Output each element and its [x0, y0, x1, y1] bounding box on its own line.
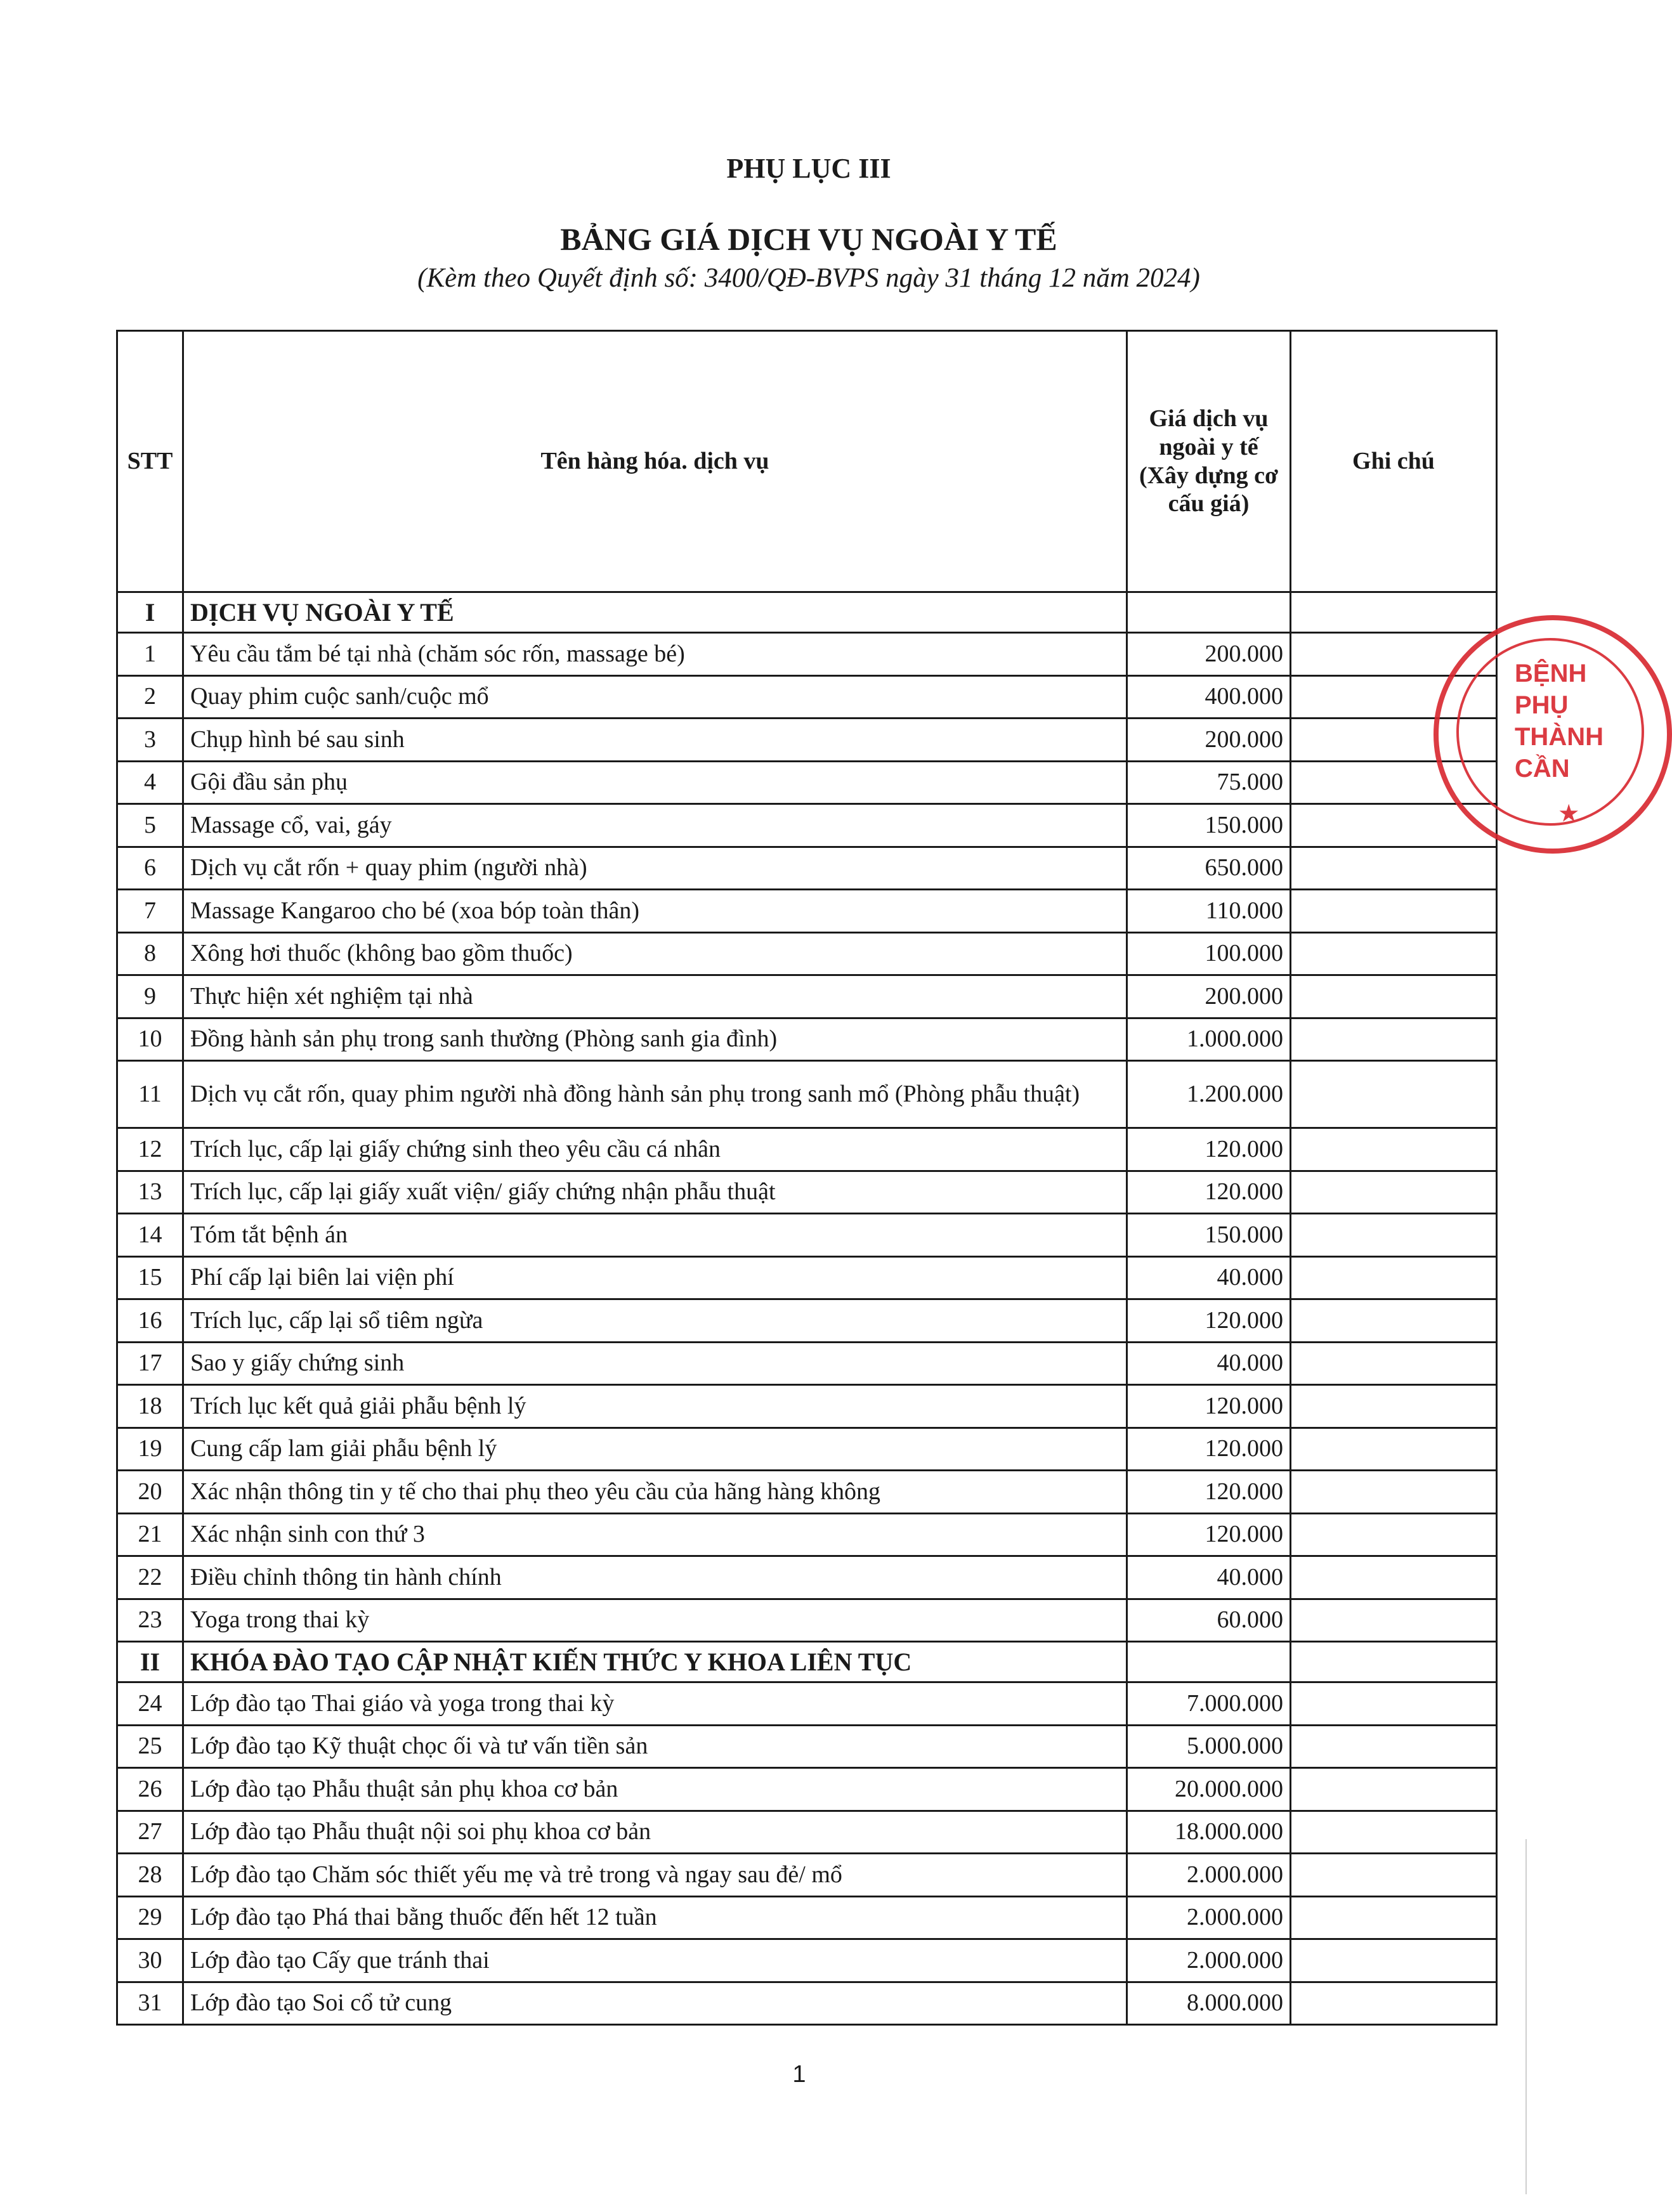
stamp-star-icon: ★ [1559, 802, 1579, 826]
note-cell [1291, 1128, 1497, 1171]
table-row [117, 1854, 1497, 1897]
table-row [117, 1939, 1497, 1982]
price-cell: 40.000 [1127, 1342, 1291, 1385]
service-name-cell: Xác nhận sinh con thứ 3 [183, 1513, 1127, 1556]
service-name-cell: Trích lục, cấp lại giấy xuất viện/ giấy chứng nhận phẫu thuật [183, 1171, 1127, 1214]
service-name-cell: Tóm tắt bệnh án [183, 1214, 1127, 1257]
service-name-cell: Massage Kangaroo cho bé (xoa bóp toàn thân) [183, 890, 1127, 933]
price-cell: 40.000 [1127, 1256, 1291, 1299]
table-row [117, 1471, 1497, 1514]
stt-cell: 28 [117, 1854, 183, 1897]
table-header [117, 331, 1497, 592]
stt-cell: 30 [117, 1939, 183, 1982]
note-cell [1291, 1854, 1497, 1897]
service-name-cell: Xông hơi thuốc (không bao gồm thuốc) [183, 932, 1127, 975]
stt-cell: 31 [117, 1982, 183, 2025]
stt-cell: 23 [117, 1599, 183, 1642]
price-cell: 120.000 [1127, 1513, 1291, 1556]
table-row [117, 1896, 1497, 1939]
price-cell: 8.000.000 [1127, 1982, 1291, 2025]
note-cell [1291, 932, 1497, 975]
price-cell: 18.000.000 [1127, 1811, 1291, 1854]
note-cell [1291, 1811, 1497, 1854]
stt-cell: 29 [117, 1896, 183, 1939]
price-cell: 200.000 [1127, 975, 1291, 1018]
table-row [117, 761, 1497, 804]
table-row [117, 1385, 1497, 1428]
note-cell [1291, 1599, 1497, 1642]
section-row [117, 1642, 1497, 1682]
stt-cell: 16 [117, 1299, 183, 1343]
stamp-text: CẦN [1515, 755, 1570, 783]
section-title: KHÓA ĐÀO TẠO CẬP NHẬT KIẾN THỨC Y KHOA LIÊN TỤC [183, 1642, 1127, 1682]
note-cell [1291, 592, 1497, 633]
stt-cell: 25 [117, 1725, 183, 1768]
service-name-cell: Lớp đào tạo Soi cổ tử cung [183, 1982, 1127, 2025]
note-cell [1291, 1214, 1497, 1257]
stt-cell: 27 [117, 1811, 183, 1854]
service-name-cell: Điều chỉnh thông tin hành chính [183, 1556, 1127, 1599]
stt-cell: 8 [117, 932, 183, 975]
header-stt: STT [117, 331, 183, 592]
price-cell: 100.000 [1127, 932, 1291, 975]
service-name-cell: Sao y giấy chứng sinh [183, 1342, 1127, 1385]
price-cell: 2.000.000 [1127, 1896, 1291, 1939]
price-cell: 120.000 [1127, 1128, 1291, 1171]
table-row [117, 1171, 1497, 1214]
table-row [117, 1342, 1497, 1385]
table-row [117, 633, 1497, 676]
table-row [117, 1513, 1497, 1556]
price-cell: 200.000 [1127, 633, 1291, 676]
table-row [117, 1128, 1497, 1171]
page-number: 1 [792, 2061, 806, 2088]
price-cell: 7.000.000 [1127, 1682, 1291, 1726]
header-note: Ghi chú [1291, 331, 1497, 592]
price-cell: 5.000.000 [1127, 1725, 1291, 1768]
note-cell [1291, 1018, 1497, 1061]
table-row [117, 1428, 1497, 1471]
stamp-text: THÀNH [1515, 723, 1603, 751]
stt-cell: 17 [117, 1342, 183, 1385]
official-stamp [1434, 615, 1672, 854]
stt-cell: 14 [117, 1214, 183, 1257]
note-cell [1291, 1471, 1497, 1514]
service-name-cell: Massage cổ, vai, gáy [183, 804, 1127, 847]
price-cell: 2.000.000 [1127, 1854, 1291, 1897]
service-name-cell: Thực hiện xét nghiệm tại nhà [183, 975, 1127, 1018]
service-name-cell: Lớp đào tạo Chăm sóc thiết yếu mẹ và trẻ trong và ngay sau đẻ/ mổ [183, 1854, 1127, 1897]
note-cell [1291, 1642, 1497, 1682]
note-cell [1291, 1513, 1497, 1556]
price-cell: 2.000.000 [1127, 1939, 1291, 1982]
price-cell: 150.000 [1127, 804, 1291, 847]
stamp-text: PHỤ [1515, 691, 1569, 719]
price-cell: 120.000 [1127, 1428, 1291, 1471]
table-row [117, 804, 1497, 847]
service-name-cell: Quay phim cuộc sanh/cuộc mổ [183, 675, 1127, 719]
service-name-cell: Dịch vụ cắt rốn + quay phim (người nhà) [183, 847, 1127, 890]
stt-cell: 9 [117, 975, 183, 1018]
table-row [117, 975, 1497, 1018]
note-cell [1291, 1682, 1497, 1726]
section-title: DỊCH VỤ NGOÀI Y TẾ [183, 592, 1127, 633]
note-cell [1291, 975, 1497, 1018]
price-cell: 1.000.000 [1127, 1018, 1291, 1061]
stt-cell: 4 [117, 761, 183, 804]
stt-cell: 24 [117, 1682, 183, 1726]
service-name-cell: Yêu cầu tắm bé tại nhà (chăm sóc rốn, massage bé) [183, 633, 1127, 676]
stt-cell: 5 [117, 804, 183, 847]
note-cell [1291, 847, 1497, 890]
price-cell: 60.000 [1127, 1599, 1291, 1642]
table-body [117, 592, 1497, 2025]
note-cell [1291, 1896, 1497, 1939]
note-cell [1291, 890, 1497, 933]
table-row [117, 1256, 1497, 1299]
note-cell [1291, 1982, 1497, 2025]
stt-cell: 19 [117, 1428, 183, 1471]
service-name-cell: Lớp đào tạo Kỹ thuật chọc ối và tư vấn tiền sản [183, 1725, 1127, 1768]
note-cell [1291, 1299, 1497, 1343]
document-subtitle: (Kèm theo Quyết định số: 3400/QĐ-BVPS ngày 31 tháng 12 năm 2024) [417, 263, 1200, 293]
price-cell: 40.000 [1127, 1556, 1291, 1599]
service-name-cell: Lớp đào tạo Phẫu thuật nội soi phụ khoa cơ bản [183, 1811, 1127, 1854]
price-cell: 200.000 [1127, 719, 1291, 762]
price-cell: 120.000 [1127, 1171, 1291, 1214]
price-cell: 120.000 [1127, 1299, 1291, 1343]
scan-edge-line [1525, 1839, 1527, 2194]
stt-cell: 2 [117, 675, 183, 719]
table-row [117, 1982, 1497, 2025]
stt-cell: 20 [117, 1471, 183, 1514]
stamp-text: BỆNH [1515, 660, 1587, 687]
service-name-cell: Gội đầu sản phụ [183, 761, 1127, 804]
section-number: II [117, 1642, 183, 1682]
table-row [117, 1768, 1497, 1811]
price-cell: 110.000 [1127, 890, 1291, 933]
service-name-cell: Yoga trong thai kỳ [183, 1599, 1127, 1642]
stt-cell: 18 [117, 1385, 183, 1428]
note-cell [1291, 1385, 1497, 1428]
price-cell: 150.000 [1127, 1214, 1291, 1257]
service-name-cell: Xác nhận thông tin y tế cho thai phụ theo yêu cầu của hãng hàng không [183, 1471, 1127, 1514]
table-row [117, 1682, 1497, 1726]
table-row [117, 1725, 1497, 1768]
section-row [117, 592, 1497, 633]
note-cell [1291, 1342, 1497, 1385]
price-cell: 120.000 [1127, 1471, 1291, 1514]
header-price: Giá dịch vụ ngoài y tế (Xây dựng cơ cấu giá) [1127, 331, 1291, 592]
price-cell: 400.000 [1127, 675, 1291, 719]
note-cell [1291, 1256, 1497, 1299]
price-cell [1127, 1642, 1291, 1682]
service-name-cell: Lớp đào tạo Phẫu thuật sản phụ khoa cơ bản [183, 1768, 1127, 1811]
service-name-cell: Dịch vụ cắt rốn, quay phim người nhà đồng hành sản phụ trong sanh mổ (Phòng phẫu thuật) [183, 1061, 1127, 1128]
note-cell [1291, 1171, 1497, 1214]
table-row [117, 719, 1497, 762]
price-cell [1127, 592, 1291, 633]
stt-cell: 3 [117, 719, 183, 762]
table-row [117, 1061, 1497, 1128]
header-name: Tên hàng hóa. dịch vụ [183, 331, 1127, 592]
note-cell [1291, 1556, 1497, 1599]
service-name-cell: Đồng hành sản phụ trong sanh thường (Phòng sanh gia đình) [183, 1018, 1127, 1061]
table-row [117, 890, 1497, 933]
stt-cell: 12 [117, 1128, 183, 1171]
table-row [117, 675, 1497, 719]
service-name-cell: Trích lục kết quả giải phẫu bệnh lý [183, 1385, 1127, 1428]
service-name-cell: Chụp hình bé sau sinh [183, 719, 1127, 762]
stt-cell: 21 [117, 1513, 183, 1556]
table-row [117, 1299, 1497, 1343]
service-name-cell: Phí cấp lại biên lai viện phí [183, 1256, 1127, 1299]
price-cell: 20.000.000 [1127, 1768, 1291, 1811]
note-cell [1291, 1768, 1497, 1811]
table-row [117, 847, 1497, 890]
stt-cell: 6 [117, 847, 183, 890]
stt-cell: 1 [117, 633, 183, 676]
document-title: BẢNG GIÁ DỊCH VỤ NGOÀI Y TẾ [560, 221, 1057, 257]
table-row [117, 932, 1497, 975]
stt-cell: 26 [117, 1768, 183, 1811]
table-row [117, 1556, 1497, 1599]
price-table [116, 330, 1498, 2026]
stt-cell: 10 [117, 1018, 183, 1061]
service-name-cell: Trích lục, cấp lại giấy chứng sinh theo yêu cầu cá nhân [183, 1128, 1127, 1171]
price-cell: 650.000 [1127, 847, 1291, 890]
price-cell: 120.000 [1127, 1385, 1291, 1428]
service-name-cell: Trích lục, cấp lại sổ tiêm ngừa [183, 1299, 1127, 1343]
appendix-label: PHỤ LỤC III [726, 153, 891, 184]
table-row [117, 1214, 1497, 1257]
service-name-cell: Cung cấp lam giải phẫu bệnh lý [183, 1428, 1127, 1471]
table-row [117, 1811, 1497, 1854]
table-row [117, 1599, 1497, 1642]
note-cell [1291, 1061, 1497, 1128]
section-number: I [117, 592, 183, 633]
note-cell [1291, 1725, 1497, 1768]
note-cell [1291, 1939, 1497, 1982]
service-name-cell: Lớp đào tạo Cấy que tránh thai [183, 1939, 1127, 1982]
price-cell: 1.200.000 [1127, 1061, 1291, 1128]
stt-cell: 13 [117, 1171, 183, 1214]
note-cell [1291, 1428, 1497, 1471]
service-name-cell: Lớp đào tạo Phá thai bằng thuốc đến hết 12 tuần [183, 1896, 1127, 1939]
service-name-cell: Lớp đào tạo Thai giáo và yoga trong thai kỳ [183, 1682, 1127, 1726]
stt-cell: 22 [117, 1556, 183, 1599]
stt-cell: 15 [117, 1256, 183, 1299]
stt-cell: 7 [117, 890, 183, 933]
table-row [117, 1018, 1497, 1061]
price-cell: 75.000 [1127, 761, 1291, 804]
stt-cell: 11 [117, 1061, 183, 1128]
